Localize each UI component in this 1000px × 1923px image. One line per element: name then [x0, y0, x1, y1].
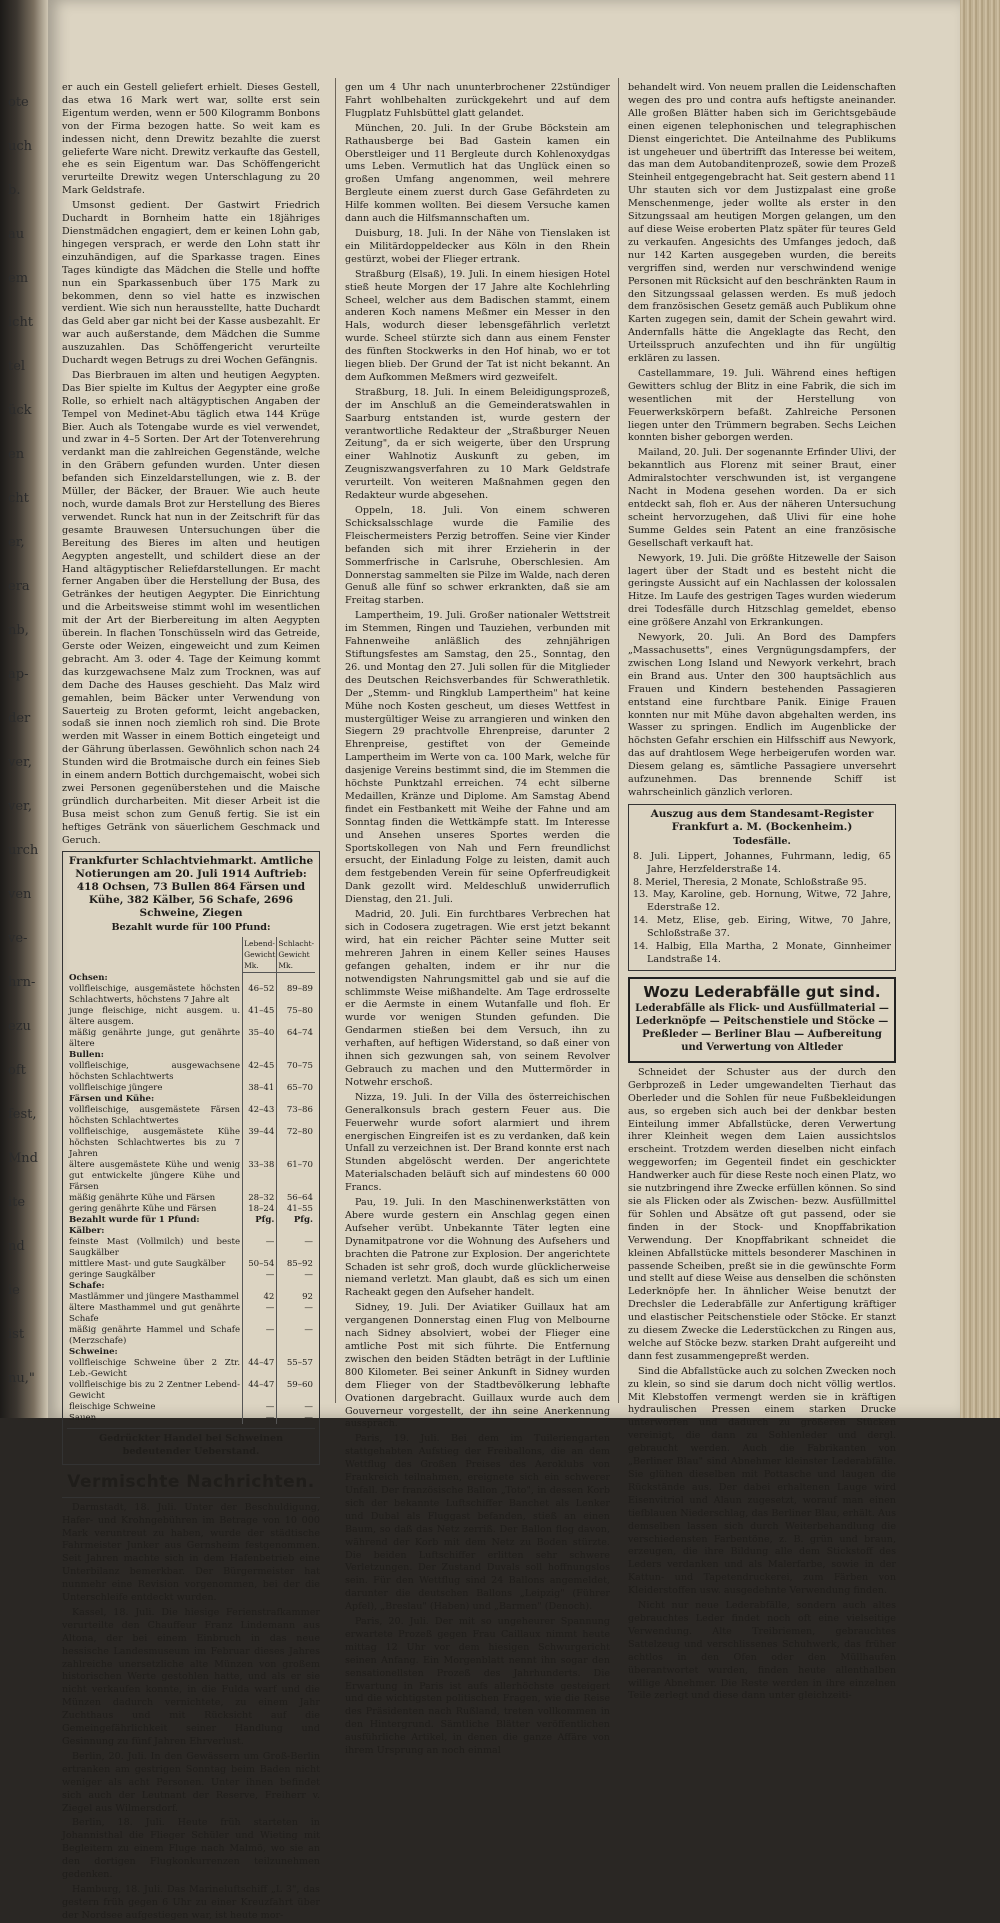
- market-label: Färsen und Kühe:: [69, 1093, 155, 1104]
- market-live-price: 42–43: [243, 1105, 277, 1127]
- market-slaughter-price: —: [277, 1270, 315, 1281]
- market-slaughter-price: 73–86: [277, 1105, 315, 1127]
- market-live-price: 39–44: [243, 1127, 277, 1160]
- market-row: [67, 984, 315, 1006]
- market-slaughter-price: —: [277, 1402, 315, 1413]
- market-row: [67, 1281, 315, 1292]
- news-item: Madrid, 20. Juli. Ein furchtbares Verbrechen hat sich in Codosera zugetragen. Wie erst jetzt bekannt wird, hat ein reicher Pächter seine Mutter seit mehreren Jahren in einem Keller seines Hauses gefangen gehalten, indem er ihr nur die notwendigsten Nahrungsmittel gab und sie auf die schlimmste Weise mißhandelte. Am Tage erdrosselte er die Aermste in einem Wutanfalle und floh. Er wurde vor wenigen Stunden gefunden. Die Gendarmen stießen bei dem Versuch, ihn zu verhaften, auf heftigen Widerstand, so daß einer von ihnen sich gezwungen sah, von seinem Revolver Gebrauch zu machen und den Muttermörder in Notwehr erschoß.: [345, 909, 610, 1088]
- news-item: gen um 4 Uhr nach ununterbrochener 22stündiger Fahrt wohlbehalten zurückgekehrt und auf dem Flugplatz Fuhlsbüttel glatt gelandet.: [345, 82, 610, 119]
- market-row: [67, 1204, 315, 1215]
- market-row: [67, 1237, 315, 1259]
- article-paragraph: Nicht nur neue Lederabfälle, sondern auch altes gebrauchtes Leder findet noch oft eine vielseitige Verwendung. Alte Treibriemen, gebrauchtes Sattelzeug und verschlissenes Schuhwerk, das früher achtlos in den Ofen oder den Müllhaufen überantwortet wurden, finden heute allenthalben willige Abnehmer. Die Reste werden in ihre einzelnen Teile zerlegt und diese dann unter gleichzeiti-: [628, 1600, 896, 1702]
- market-label: vollfleischige, ausgemästete Kühe höchsten Schlachtwertes bis zu 7 Jahren: [69, 1126, 241, 1159]
- market-slaughter-price: [277, 1347, 315, 1358]
- news-item: Newyork, 19. Juli. Die größte Hitzewelle der Saison lagert über der Stadt und es besteht nicht die geringste Aussicht auf ein Nachlassen der kolossalen Hitze. Im Laufe des gestrigen Tages wurden wiederum drei Todesfälle durch Hitzschlag gemeldet, ebenso eine größere Anzahl von Erkrankungen.: [628, 552, 896, 629]
- market-live-price: 44–47: [243, 1358, 277, 1380]
- market-label: feinste Mast (Vollmilch) und beste Saugkälber: [69, 1236, 241, 1258]
- market-row: [67, 1160, 315, 1193]
- margin-fragment: ezu: [8, 1019, 31, 1034]
- market-label: vollfleischige, ausgemästete höchsten Schlachtwerts, höchstens 7 Jahre alt: [69, 983, 241, 1005]
- margin-fragment: der: [8, 711, 31, 726]
- market-live-price: —: [243, 1303, 277, 1325]
- market-slaughter-price: 59–60: [277, 1380, 315, 1402]
- news-item: behandelt wird. Von neuem prallen die Leidenschaften wegen des pro und contra aufs heftigste aneinander. Alle großen Blätter haben sich im Gerichtsgebäude einen eigenen telephonischen und telegraphischen Dienst eingerichtet. Die Anteilnahme des Publikums ist ungeheuer und übertrifft das Interesse bei weitem, das man dem Autobanditenprozeß, sowie dem Prozeß Steinheil entgegengebracht hat. Seit gestern abend 11 Uhr stauten sich vor dem Justizpalast eine große Menschenmenge, jeder wollte als erster in den Sitzungssaal am heutigen Morgen gelangen, um den auf diese Weise eroberten Platz später für teures Geld zu verkaufen. Angesichts des Umfanges jedoch, daß nur 142 Karten ausgegeben wurden, die bereits vergriffen sind, werden nur verschwindend wenige Personen mit Rücksicht auf den beschränkten Raum in den Sitzungssaal gelassen werden. Es muß jedoch dem französischen Gesetz gemäß auch Publikum ohne Karten zugegen sein, damit der Schein gewahrt wird. Andernfalls hätte die Angeklagte das Recht, den Urteilsspruch anzufechten und ihn für ungültig erklären zu lassen.: [628, 82, 896, 365]
- market-slaughter-price: —: [277, 1325, 315, 1347]
- market-live-price: 18–24: [243, 1204, 277, 1215]
- market-note: Gedrückter Handel bei Schweinen bedeutender Ueberstand.: [98, 1432, 284, 1457]
- margin-fragment: em: [8, 271, 29, 286]
- leather-article-header: [628, 977, 896, 1063]
- market-row: [67, 1193, 315, 1204]
- margin-fragment: ist: [8, 1327, 25, 1342]
- market-label: junge fleischige, nicht ausgem. u. ältere ausgem.: [69, 1005, 241, 1027]
- market-slaughter-price: —: [277, 1237, 315, 1259]
- margin-fragment: ap-: [8, 667, 29, 682]
- market-label: Bullen:: [69, 1049, 104, 1060]
- market-slaughter-price: —: [277, 1413, 315, 1424]
- market-label: vollfleischige, ausgemästete Färsen höchsten Schlachtwertes: [69, 1104, 241, 1126]
- register-entry: 14. Halbig, Ella Martha, 2 Monate, Ginnheimer Landstraße 14.: [633, 941, 891, 965]
- market-row: [67, 1105, 315, 1127]
- market-label: Schweine:: [69, 1346, 118, 1357]
- margin-fragment: oft: [8, 1063, 26, 1078]
- market-row: [67, 1325, 315, 1347]
- market-label: vollfleischige bis zu 2 Zentner Lebend-Gewicht: [69, 1379, 241, 1401]
- news-item: Newyork, 20. Juli. An Bord des Dampfers „Massachusetts", eines Vergnügungsdampfers, der zwischen Long Island und Newyork verkehrt, brach ein Brand aus. Unter den 300 hauptsächlich aus Frauen und Kindern bestehenden Passagieren entstand eine furchtbare Panik. Einige Frauen konnten nur mit Mühe davon abgehalten werden, ins Wasser zu springen. Endlich im Augenblicke der höchsten Gefahr erschien ein Hilfsschiff aus Newyork, das auf drahtlosem Wege herbeigerufen worden war. Diesem gelang es, sämtliche Passagiere unversehrt aufzunehmen. Das brennende Schiff ist wahrscheinlich gänzlich verloren.: [628, 632, 896, 798]
- article-paragraph: Sind die Abfallstücke auch zu solchen Zwecken noch zu klein, so sind sie darum doch nicht völlig wertlos. Mit Klebstoffen vermengt werden sie in kräftigen hydraulischen Pressen einem starken Drucke unterworfen und dadurch zu größeren Stücken vereinigt, die dann zu Sohlenleder und dergl. gebraucht werden. Auch die Fabrikanten von „Berliner Blau" sind Abnehmer kleinster Lederabfälle. Sie glühen dieselben mit Pottasche und laugen die Rückstände aus. Der dabei erhaltenen Lauge wird Eisenvitriol und Alaun zugesetzt, worauf man einen tiefblauen Niederschlag, das Berliner Blau, erhält. Aus demselben lassen sich durch Weiterbehandlung die verschiedensten Farbentöne, z. B. grün und braun, erzeugen, die ihre Bildung alle dem Stickstoff des Leders verdanken und als Malerfarbe, sowie in der Kattun- und Tapetendruckerei, zum Färben von Kleiderstoffen usw. ausgedehnte Verwendung finden.: [628, 1365, 896, 1597]
- register-entry: 13. May, Karoline, geb. Hornung, Witwe, 72 Jahre, Ederstraße 12.: [633, 889, 891, 914]
- margin-fragment: ie: [8, 1283, 20, 1298]
- market-label: fleischige Schweine: [69, 1401, 156, 1412]
- margin-fragment: nu,": [8, 1371, 35, 1386]
- market-label: mäßig genährte junge, gut genährte ältere: [69, 1027, 241, 1049]
- margin-fragment: b.: [8, 183, 21, 198]
- margin-fragment: era: [8, 579, 30, 594]
- market-slaughter-price: 89–89: [277, 984, 315, 1006]
- news-item: Sidney, 19. Juli. Der Aviatiker Guillaux hat am vergangenen Donnerstag einen Flug von Melbourne nach Sidney absolviert, wobei der Flieger eine amtliche Post mit sich führte. Die Entfernung zwischen den beiden Städten beträgt in der Luftlinie 800 Kilometer. Bei seiner Ankunft in Sidney wurden dem Flieger von der Stadtbevölkerung lebhafte Ovationen dargebracht. Guillaux wurde auch dem Gouverneur vorgestellt, der ihn seine Anerkennung aussprach.: [345, 1302, 610, 1430]
- market-row: [67, 1402, 315, 1413]
- news-item: Berlin, 18. Juli. Heute früh starteten in Johannisthal die Flieger Schüler und Wieting mit Begleitern zu einem Fluge nach Malmö, wo sie an den dortigen Flugkonkurrenzen teilzunehmen gedenken.: [62, 1817, 320, 1881]
- market-row: [67, 1083, 315, 1094]
- register-entry: 8. Meriel, Theresia, 2 Monate, Schloßstraße 95.: [633, 876, 867, 888]
- news-item: Paris, 20. Juli. Der mit so ungeheurer Spannung erwartete Prozeß gegen Frau Caillaux nimmt heute mittag 12 Uhr vor dem hiesigen Schwurgericht seinen Anfang. Ein Morgenblatt nennt ihn sogar den sensationellsten Prozeß des Jahrhunderts. Die Erwartung in Paris ist aufs allerhöchste gesteigert und die wichtigsten politischen Fragen, wie die Reise des Präsidenten nach Rußland, treten vollkommen in den Hintergrund. Sämtliche Blätter veröffentlichen ausführliche Artikel, in denen die ganze Affäre von ihrem Ursprung an noch einmal: [345, 1616, 610, 1757]
- market-live-price: —: [243, 1413, 277, 1424]
- market-slaughter-price: [277, 1226, 315, 1237]
- market-label: Sauen: [69, 1412, 97, 1423]
- market-row: [67, 1094, 315, 1105]
- market-row: [67, 1050, 315, 1061]
- margin-fragment: tel: [8, 359, 26, 374]
- article-paragraph: Schneidet der Schuster aus der durch den Gerbprozeß in Leder umgewandelten Tierhaut das Oberleder und die Sohlen für neue Fußbekleidungen aus, so ergeben sich auch bei der denkbar besten Einteilung immer Abfallstücke, deren Verwertung ihrer Kleinheit wegen dem Laien aussichtslos erscheint. Trotzdem werden dieselben nicht einfach weggeworfen; im Gegenteil findet ein geschickter Handwerker auch für diese Reste noch einen Platz, wo sie nutzbringend ihre Zwecke erfüllen können. So sind sie als Flicken oder als Zwischen- bezw. Ausfüllmittel für Sohlen und Absätze oft gut passend, oder sie finden in der Stock- und Knopffabrikation Verwendung. Der Knopffabrikant schneidet die kleinen Abfallstücke mittels besonderer Maschinen in passende Scheiben, preßt sie in die gewünschte Form und stellt auf diese Weise aus denselben die schönsten Lederknöpfe her. In ähnlicher Weise benutzt der Drechsler die Lederabfälle zur Anfertigung kräftiger und elastischer Peitschenstiele oder Stöcke. Er stanzt zu diesem Zwecke die Lederstückchen zu Ringen aus, welche auf Stöcke bezw. starken Draht aufgereiht und dann fest zusammengepreßt werden.: [628, 1066, 896, 1362]
- market-slaughter-price: [277, 1094, 315, 1105]
- market-slaughter-price: 55–57: [277, 1358, 315, 1380]
- margin-fragment: ote: [8, 95, 29, 110]
- column-rule: [335, 78, 336, 1403]
- margin-fragment: cht: [8, 491, 29, 506]
- market-row: [67, 1380, 315, 1402]
- margin-fragment: ver,: [8, 799, 32, 814]
- market-label: vollfleischige, ausgewachsene höchsten Schlachtwerts: [69, 1060, 241, 1082]
- market-slaughter-price: 65–70: [277, 1083, 315, 1094]
- market-live-price: 42: [243, 1292, 277, 1303]
- page-stack-edge: [960, 0, 1000, 1418]
- market-live-price: [243, 1094, 277, 1105]
- market-subtitle: Bezahlt wurde für 100 Pfund:: [111, 922, 271, 934]
- margin-fragment: au: [8, 227, 25, 242]
- margin-fragment: en: [8, 447, 25, 462]
- margin-fragment: hrn-: [8, 975, 36, 990]
- market-live-price: 46–52: [243, 984, 277, 1006]
- market-table: [67, 937, 315, 1424]
- margin-fragment: nd: [8, 1239, 25, 1254]
- article-paragraph: er auch ein Gestell geliefert erhielt. Dieses Gestell, das etwa 16 Mark wert war, sollte erst sein Eigentum werden, wenn er 500 Kilogramm Bonbons von der Firma bezogen hatte. So weit kam es indessen nicht, denn Drewitz bezahlte die zuerst gelieferte Ware nicht. Drewitz verkaufte das Gestell, ehe es sein Eigentum war. Das Schöffengericht verurteilte Drewitz wegen Unterschlagung zu 20 Mark Geldstrafe.: [62, 82, 320, 197]
- market-slaughter-price: 64–74: [277, 1028, 315, 1050]
- market-live-price: 38–41: [243, 1083, 277, 1094]
- margin-fragment: ven: [8, 887, 32, 902]
- market-row: [67, 1347, 315, 1358]
- market-live-price: 41–45: [243, 1006, 277, 1028]
- market-title: Frankfurter Schlachtviehmarkt. Amtliche Notierungen am 20. Juli 1914 Auftrieb: 418 Ochsen, 73 Bullen 864 Färsen und Kühe, 382 Kälber, 56 Schafe, 2696 Schweine, Ziegen: [68, 855, 314, 920]
- market-slaughter-price: 75–80: [277, 1006, 315, 1028]
- margin-fragment: uch: [8, 139, 33, 154]
- column-rule: [618, 78, 619, 1403]
- margin-fragment: ite: [8, 1195, 26, 1210]
- margin-fragment: urch: [8, 843, 39, 858]
- market-slaughter-price: 72–80: [277, 1127, 315, 1160]
- market-row: [67, 1303, 315, 1325]
- market-live-price: [243, 973, 277, 984]
- news-item: Mailand, 20. Juli. Der sogenannte Erfinder Ulivi, der bekanntlich aus Florenz mit seiner Braut, einer Admiralstochter verschwunden ist, ist vergangene Nacht in Modena gesehen worden. Da er sich entdeckt sah, floh er. Aus der näheren Untersuchung scheint hervorzugehen, daß Ulivi für eine hohe Summe Geldes sein Patent an eine französische Gesellschaft verkauft hat.: [628, 447, 896, 549]
- market-slaughter-price: 70–75: [277, 1061, 315, 1083]
- market-row: [67, 1215, 315, 1226]
- market-label: Mastlämmer und jüngere Masthammel: [69, 1291, 240, 1302]
- margin-fragment: er,: [8, 535, 25, 550]
- market-header: Lebend-Gewicht Mk.: [243, 937, 277, 973]
- adjacent-page-edge: [0, 0, 48, 1418]
- market-label: vollfleischige jüngere: [69, 1082, 163, 1093]
- register-entry: 14. Metz, Elise, geb. Eiring, Witwe, 70 Jahre, Schloßstraße 37.: [633, 915, 891, 940]
- register-subtitle: Todesfälle.: [733, 835, 791, 847]
- market-row: [67, 1127, 315, 1160]
- market-live-price: —: [243, 1325, 277, 1347]
- market-slaughter-price: Pfg.: [277, 1215, 315, 1226]
- market-report: [62, 851, 320, 1464]
- market-label: Schafe:: [69, 1280, 105, 1291]
- market-slaughter-price: 92: [277, 1292, 315, 1303]
- market-slaughter-price: 61–70: [277, 1160, 315, 1193]
- market-header: Schlacht-Gewicht Mk.: [277, 937, 315, 973]
- register-title: Auszug aus dem Standesamt-Register Frankfurt a. M. (Bockenheim.): [650, 807, 874, 833]
- news-item: Kassel, 18. Juli. Die hiesige Ferienstrafkammer verurteilte den Chauffeur Franz Lindemann aus Altona, der bei einem Einbruch in das neue hessische Landesmuseum im Februar dieses Jahres zahlreiche unersetzliche alte Münzen von großem historischen Werte gestohlen hatte, und als er sie nicht verkaufen konnte, in die Fulda warf und die Münzen dadurch vernichtete, zu einem Jahr Zuchthaus und mit Rücksicht auf die Gemeingefährlichkeit seiner Handlung und Gesinnung zu fünf Jahren Ehrverlust.: [62, 1606, 320, 1747]
- market-label: vollfleischige Schweine über 2 Ztr. Leb.-Gewicht: [69, 1357, 241, 1379]
- margin-fragment: Mnd: [8, 1151, 39, 1166]
- market-live-price: —: [243, 1270, 277, 1281]
- market-label: ältere Masthammel und gut genährte Schafe: [69, 1302, 241, 1324]
- column-1: [62, 82, 320, 1921]
- market-row: [67, 1028, 315, 1050]
- market-label: Ochsen:: [69, 972, 108, 983]
- news-item: München, 20. Juli. In der Grube Böckstein am Rathausberge bei Bad Gastein kamen ein Oberstleiger und 11 Bergleute durch Kohlenoxydgas ums Leben. Vermutlich hat das Unglück einen so großen Umfang angenommen, weil mehrere Bergleute einem zuerst durch Gase Gefährdeten zu Hilfe kommen wollten. Bei diesem Versuche kamen dann auch die Hilfsmannschaften um.: [345, 122, 610, 225]
- market-live-price: [243, 1347, 277, 1358]
- article-paragraph: Umsonst gedient. Der Gastwirt Friedrich Duchardt in Bornheim hatte ein 18jähriges Dienstmädchen engagiert, dem er keinen Lohn gab, hingegen versprach, er werde den Lohn statt ihr einzuhändigen, auf die Sparkasse tragen. Eines Tages kündigte das Mädchen die Stelle und hoffte nun ein Sparkassenbuch über 175 Mark zu bekommen, denn so viel hatte es inzwischen verdient. Wie sich nun herausstellte, hatte Duchardt das Geld aber gar nicht bei der Kasse ausbezahlt. Er war auch außerstande, dem Mädchen die Summe auszuzahlen. Das Schöffengericht verurteilte Duchardt wegen Betrugs zu drei Wochen Gefängnis.: [62, 200, 320, 367]
- market-slaughter-price: —: [277, 1303, 315, 1325]
- margin-fragment: fest,: [8, 1107, 37, 1122]
- market-row: [67, 1413, 315, 1424]
- margin-fragment: icht: [8, 315, 34, 330]
- market-slaughter-price: 85–92: [277, 1259, 315, 1270]
- market-label: mäßig genährte Kühe und Färsen: [69, 1192, 216, 1203]
- market-live-price: 28–32: [243, 1193, 277, 1204]
- register-entry: 8. Juli. Lippert, Johannes, Fuhrmann, ledig, 65 Jahre, Herzfelderstraße 14.: [633, 850, 891, 875]
- news-item: Pau, 19. Juli. In den Maschinenwerkstätten von Abere wurde gestern ein Anschlag gegen einen Aufseher verübt. Unbekannte Täter legten eine Dynamitpatrone vor die Wohnung des Aufsehers und brachten die Patrone zur Explosion. Der angerichtete Schaden ist sehr groß, doch wurde glücklicherweise niemand verletzt. Man glaubt, daß es sich um einen Racheakt gegen den Aufseher handelt.: [345, 1197, 610, 1299]
- market-live-price: [243, 1050, 277, 1061]
- market-live-price: 50–54: [243, 1259, 277, 1270]
- news-item: Nizza, 19. Juli. In der Villa des österreichischen Generalkonsuls brach gestern Feuer aus. Die Feuerwehr wurde sofort alarmiert und ihrem energischen Eingreifen ist es zu verdanken, daß kein Unfall zu verzeichnen ist. Der Brand konnte erst nach Stunden abgelöscht werden. Der angerichtete Materialschaden beläuft sich auf mindestens 60 000 Francs.: [345, 1091, 610, 1194]
- market-row: [67, 1259, 315, 1270]
- market-label: ältere ausgemästete Kühe und wenig gut entwickelte jüngere Kühe und Färsen: [69, 1159, 241, 1192]
- leather-article-title: Wozu Lederabfälle gut sind.: [643, 982, 881, 1001]
- market-live-price: —: [243, 1402, 277, 1413]
- market-label: Kälber:: [69, 1225, 105, 1236]
- market-live-price: —: [243, 1237, 277, 1259]
- margin-fragment: nb,: [8, 623, 29, 638]
- market-row: [67, 1226, 315, 1237]
- column-2: [345, 82, 610, 1757]
- news-item: Oppeln, 18. Juli. Von einem schweren Schicksalsschlage wurde die Familie des Fleischermeisters Perzig betroffen. Seine vier Kinder befanden sich mit ihrer Erzieherin in der Sommerfrische in Carlsruhe, Oberschlesien. Am Donnerstag sammelten sie Pilze im Walde, nach deren Genuß alle fünf so schwer erkrankten, daß sie am Freitag starben.: [345, 505, 610, 607]
- market-label: mäßig genährte Hammel und Schafe (Merzschafe): [69, 1324, 241, 1346]
- market-label: gering genährte Kühe und Färsen: [69, 1203, 217, 1214]
- margin-fragment: ve-: [8, 931, 28, 946]
- section-title: Vermischte Nachrichten.: [67, 1471, 315, 1492]
- market-slaughter-price: [277, 973, 315, 984]
- news-item: Paris, 19. Juli. Bei dem im Tuileriengarten stattgehabten Aufstieg der Freiballons, die an dem Wettflug des Großen Preises des Aeroklubs von Frankreich teilnahmen, ereignete sich ein schwerer Unfall. Der französische Ballon „Toto", in dessen Korb sich der bekannte Luftschiffer Banchet als Lenker und Dubal als Fluggast befanden, stieß an einen Baum, so daß das Netz zerriß. Der Ballon flog davon, während der Korb mit dem Netz zu Boden stürzte. Die beiden Luftschiffer erlitten sehr schwere Verletzungen. Der Zustand Duvals soll hoffnungslos sein. Für den Wettflug sind 24 Ballons angemeldet, darunter die deutschen Ballons „Leipzig" (Führer Apfel), „Breslau" (Haben) und „Barmen" (Denoch).: [345, 1433, 610, 1613]
- news-item: Straßburg (Elsaß), 19. Juli. In einem hiesigen Hotel stieß heute Morgen der 17 Jahre alte Kochlehrling Scheel, welcher aus dem Badischen stammt, einem anderen Koch namens Meßmer ein Messer in den Hals, wodurch dieser lebensgefährlich verletzt wurde. Scheel stürzte sich dann aus einem Fenster des fünften Stockwerks in den Hof hinab, wo er tot liegen blieb. Der Grund der Tat ist nicht bekannt. An dem Aufkommen Meßmers wird gezweifelt.: [345, 268, 610, 383]
- market-slaughter-price: [277, 1050, 315, 1061]
- market-live-price: [243, 1226, 277, 1237]
- margin-fragment: ück: [8, 403, 32, 418]
- column-3: [628, 82, 896, 1702]
- market-label: geringe Saugkälber: [69, 1269, 156, 1280]
- news-item: Straßburg, 18. Juli. In einem Beleidigungsprozeß, der im Anschluß an die Gemeinderatswahlen in Saarburg entstanden ist, wurde gestern der verantwortliche Redakteur der „Straßburger Neuen Zeitung", da er sich weigerte, über den Ursprung einer Wahlnotiz Auskunft zu geben, im Zeugniszwangsverfahren zu 10 Mark Geldstrafe verurteilt. Von weiteren Maßnahmen gegen den Redakteur wurde abgesehen.: [345, 386, 610, 502]
- margin-fragment: ver,: [8, 755, 32, 770]
- market-slaughter-price: [277, 1281, 315, 1292]
- market-row: [67, 1292, 315, 1303]
- market-live-price: 44–47: [243, 1380, 277, 1402]
- market-label: Bezahlt wurde für 1 Pfund:: [69, 1214, 200, 1225]
- market-slaughter-price: 41–55: [277, 1204, 315, 1215]
- news-item: Duisburg, 18. Juli. In der Nähe von Tienslaken ist ein Militärdoppeldecker aus Köln in den Rhein gestürzt, wobei der Flieger ertrank.: [345, 227, 610, 265]
- market-slaughter-price: 56–64: [277, 1193, 315, 1204]
- leather-article-subtitle: Lederabfälle als Flick- und Ausfüllmaterial — Lederknöpfe — Peitschenstiele und Stöcke — Preßleder — Berliner Blau — Aufbereitung und Verwertung von Altleder: [635, 1002, 889, 1053]
- market-row: [67, 1358, 315, 1380]
- news-item: Hamburg, 18. Juli. Das Marineluftschiff „L 3", das gestern früh gegen 6 Uhr zu einer Kreuzfahrt über der Nordsee aufgestiegen war, ist heute mor-: [62, 1883, 320, 1921]
- market-label: mittlere Mast- und gute Saugkälber: [69, 1258, 226, 1269]
- market-live-price: 35–40: [243, 1028, 277, 1050]
- market-live-price: [243, 1281, 277, 1292]
- news-item: Berlin, 20. Juli. In den Gewässern um Groß-Berlin ertranken am gestrigen Sonntag beim Baden nicht weniger als acht Personen. Unter ihnen befindet sich auch der Leutnant der Reserve, Freiherr v. Ziegel aus Wilmersdorf.: [62, 1750, 320, 1814]
- civil-register: [628, 804, 896, 971]
- article-paragraph: Das Bierbrauen im alten und heutigen Aegypten. Das Bier spielte im Kultus der Aegypter eine große Rolle, so erhielt nach altägyptischen Angaben der Tempel von Medinet-Abu täglich etwa 144 Krüge Bier. Auch als Totengabe wurde es viel verwendet, und zwar in 4–5 Sorten. Der Art der Totenverehrung verdankt man die zahlreichen Gegenstände, welche in den Gräbern gefunden wurden. Unter diesen befanden sich Einzeldarstellungen, wie z. B. der Müller, der Bäcker, der Brauer. Wie auch heute noch, wurde damals Brot zur Herstellung des Bieres verwendet. Runck hat nun in der Zeitschrift für das gesamte Brauwesen Untersuchungen über die Bereitung des Bieres im alten und heutigen Aegypten angestellt, und schildert diese an der Hand altägyptischer Reliefdarstellungen. Er macht ferner Angaben über die Herstellung der Busa, des Getränkes der heutigen Aegypter. Die Einrichtung und die Arbeitsweise stimmt wohl im wesentlichen mit der Art der Bierbereitung im alten Aegypten überein. In flachen Tonschüsseln wird das Getreide, Gerste oder Weizen, eingeweicht und zum Keimen gebracht. Am 3. oder 4. Tage der Keimung kommt das kurzgewachsene Malz zum Trocknen, was auf dem Dache des Hauses geschieht. Das Malz wird gemahlen, beim Bäcker unter Verwendung von Sauerteig zu Broten geformt, leicht angebacken, sodaß sie innen noch ziemlich roh sind. Die Brote werden mit Wasser in einem Bottich eingeteigt und der Gährung überlassen. Gewöhnlich schon nach 24 Stunden wird die Brotmaische durch ein feines Sieb in einem andern Bottich durchgemaischt, wobei sich zwei Personen gegenüberstehen und die Maische gründlich durcharbeiten. Mit dieser Arbeit ist die Busa meist schon zum Genuß fertig. Sie ist ein heftiges Getränk von säuerlichem Geschmack und Geruch.: [62, 369, 320, 846]
- market-row: [67, 1006, 315, 1028]
- market-row: [67, 1061, 315, 1083]
- market-live-price: 42–45: [243, 1061, 277, 1083]
- news-item: Castellammare, 19. Juli. Während eines heftigen Gewitters schlug der Blitz in eine Fabrik, die sich im wesentlichen mit der Herstellung von Feuerwerkskörpern befaßt. Zahlreiche Personen liegen unter den Trümmern begraben. Sechs Leichen konnten bisher geborgen werden.: [628, 367, 896, 444]
- news-item: Lampertheim, 19. Juli. Großer nationaler Wettstreit im Stemmen, Ringen und Tauziehen, verbunden mit Fahnenweihe anläßlich des zehnjährigen Stiftungsfestes am Samstag, den 25., Sonntag, den 26. und Montag den 27. Juli sollen für die Mitglieder des Deutschen Reichsverbandes für Schwerathletik. Der „Stemm- und Ringklub Lampertheim" hat keine Mühe noch Kosten gescheut, um dieses Wettfest in mustergültiger Weise zu arrangieren und winken den Siegern 29 prachtvolle Ehrenpreise, darunter 2 Ehrenpreise, gestiftet von der Gemeinde Lampertheim im Werte von ca. 100 Mark, welche für dasjenige Vereins bestimmt sind, die im Stemmen die höchste Punktzahl erreichen. 74 echt silberne Medaillen, Kränze und Diplome. Am Samstag Abend findet ein Festbankett mit Weihe der Fahne und am Sonntag finden die Wettkämpfe statt. Im Interesse und Ansehen unseres Sportes werden die Sportskollegen von Nah und Fern freundlichst ersucht, der Einladung Folge zu leisten, damit auch dem festgebenden Verein für seine Opferfreudigkeit Dank gezollt wird. Meldeschluß unwiderruflich Dienstag, den 21. Juli.: [345, 610, 610, 906]
- market-live-price: 33–38: [243, 1160, 277, 1193]
- news-item: Darmstadt, 18. Juli. Unter der Beschuldigung, Hafer- und Krohngebühren im Betrage von 10 000 Mark veruntreut zu haben, wurde der städtische Fahrmeister Junker aus Gernsheim festgenommen. Seit Jahren machte sich in dem Hafenbetrieb eine Unterbilanz bemerkbar. Der Bürgermeister hat nunmehr eine Revision vorgenommen, bei der die Unterschleife entdeckt wurden.: [62, 1501, 320, 1604]
- market-row: [67, 1270, 315, 1281]
- market-live-price: Pfg.: [243, 1215, 277, 1226]
- market-row: [67, 973, 315, 984]
